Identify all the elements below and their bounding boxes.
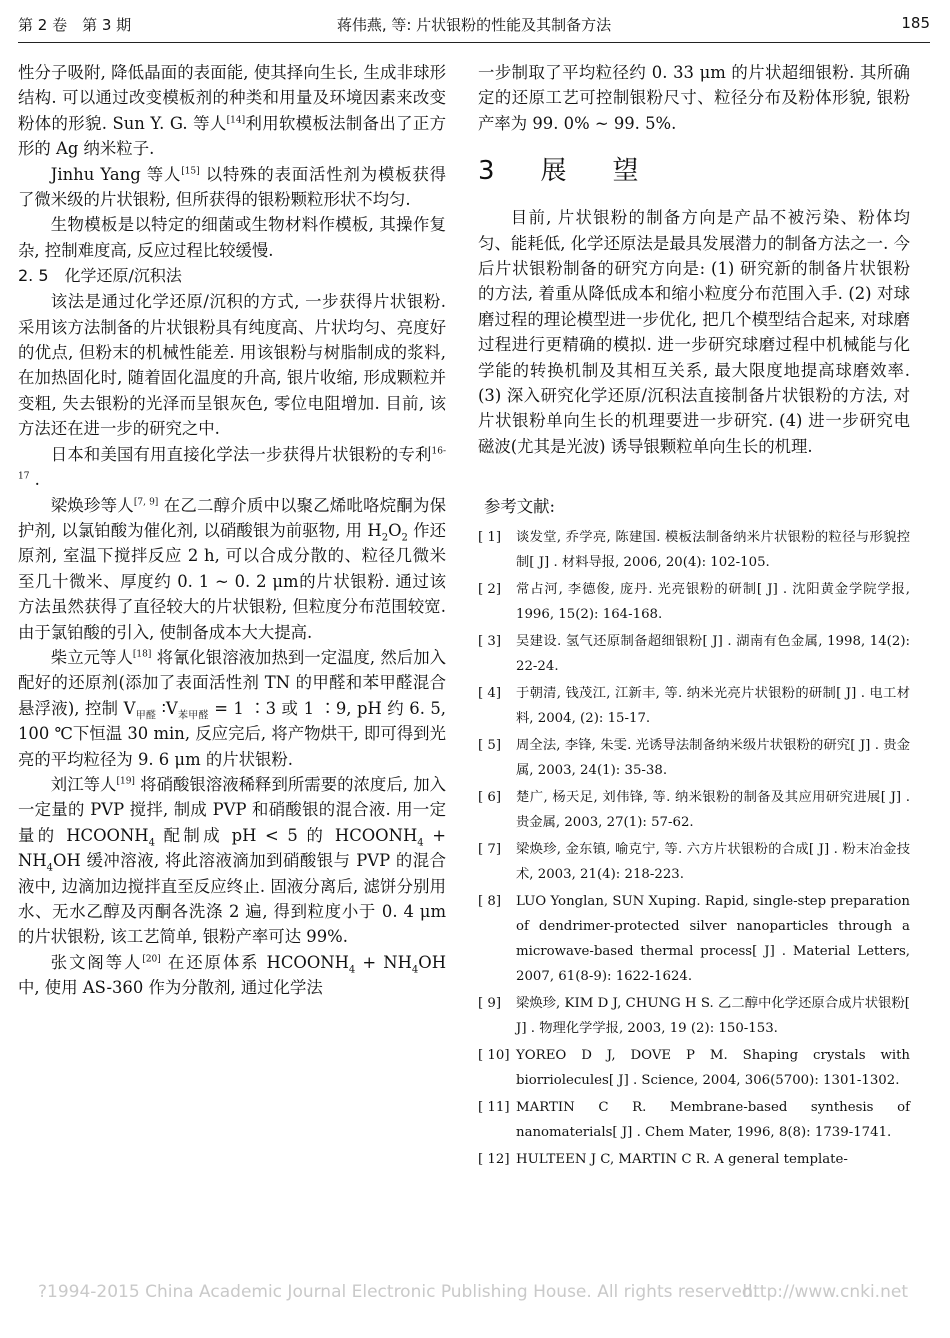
header-rule [18,42,930,43]
citation: [7, 9] [133,497,159,508]
copyright-text: ?1994-2015 China Academic Journal Electronic Publishing House. All rights reserved. [38,1282,758,1302]
reference-item [478,785,910,835]
citation: [20] [142,954,161,965]
reference-item [478,577,910,627]
citation: [14] [226,115,246,126]
reference-text: 于朝清, 钱茂江, 江新丰, 等. 纳米光亮片状银粉的研制[ J] . 电工材料, 2004, (2): 15-17. [516,686,910,727]
reference-text: YOREO D J, DOVE P M. Shaping crystals with biorriolecules[ J] . Science, 2004, 306(5700): 1301-1302. [516,1048,910,1089]
reference-number: [ 12] [478,1152,510,1168]
footer-url: http://www.cnki.net [742,1282,908,1302]
section-heading: 3 展 望 [478,156,649,187]
reference-text: MARTIN C R. Membrane-based synthesis of nanomaterials[ J] . Chem Mater, 1996, 8(8): 1739-1741. [516,1100,910,1141]
citation: [19] [116,776,135,787]
reference-text: 楚广, 杨天足, 刘伟锋, 等. 纳米银粉的制备及其应用研究进展[ J] . 贵金属, 2003, 27(1): 57-62. [516,790,910,831]
reference-number: [ 10] [478,1048,510,1064]
section-heading: 2. 5 化学还原/沉积法 [18,266,182,286]
reference-item [478,889,910,989]
issue-label: 第 2 卷 第 3 期 [18,16,132,34]
reference-text: 梁焕珍, KIM D J, CHUNG H S. 乙二醇中化学还原合成片状银粉[ J] . 物理化学学报, 2003, 19 (2): 150-153. [516,996,910,1037]
reference-number: [ 2] [478,582,502,598]
paragraph: 性分子吸附, 降低晶面的表面能, 使其择向生长, 生成非球形结构. 可以通过改变模板剂的种类和用量及环境因素来改变粉体的形貌. Sun Y. G. 等人[14]利用软模板法制备出了正方形的 Ag 纳米粒子. [18,63,447,159]
running-title: 蒋伟燕, 等: 片状银粉的性能及其制备方法 [336,16,612,34]
paragraph: 生物模板是以特定的细菌或生物材料作模板, 其操作复杂, 控制难度高, 反应过程比较缓慢. [18,215,446,260]
reference-number: [ 11] [478,1100,510,1116]
paragraph: 柴立元等人[18] 将氰化银溶液加热到一定温度, 然后加入配好的还原剂(添加了表面活性剂 TN 的甲醛和苯甲醛混合悬浮液), 控制 $V_{甲醛}$ $∶V_{苯甲醛} = 1$ ∶3 或 1 ∶9, pH 约 6. 5, 100 ℃下恒温 30 min, 反应完后, 将产物烘干, 即可得到光亮的平均粒径为 9. 6 μm 的片状银粉. [18,647,447,769]
reference-item [478,991,910,1041]
reference-number: [ 9] [478,996,502,1012]
citation: [18] [132,649,152,660]
reference-number: [ 7] [478,842,502,858]
reference-number: [ 8] [478,894,502,910]
reference-text: 梁焕珍, 金东镇, 喻克宁, 等. 六方片状银粉的合成[ J] . 粉末冶金技术, 2003, 21(4): 218-223. [516,842,910,883]
paragraph: 一步制取了平均粒径约 0. 33 μm 的片状超细银粉. 其所确定的还原工艺可控制银粉尺寸、粒径分布及粉体形貌, 银粉产率为 99. 0% ~ 99. 5%. [478,63,910,133]
reference-item [478,525,910,575]
reference-item [478,681,910,731]
reference-number: [ 3] [478,634,502,650]
reference-list [478,525,910,1172]
references-heading: 参考文献: [484,497,556,517]
running-header [18,8,930,38]
paragraph: 目前, 片状银粉的制备方向是产品不被污染、粉体均匀、能耗低, 化学还原法是最具发展潜力的制备方法之一. 今后片状银粉制备的研究方向是: (1) 研究新的制备片状银粉的方法, 着重从降低成本和缩小粒度分布范围入手. (2) 对球磨过程的理论模型进一步优化, 把几个模型结合起来, 对球磨过程进行更精确的模拟. 进一步研究球磨过程中机械能与化学能的转换机制及其相互关系, 最大限度地提高球磨效率. (3) 深入研究化学还原/沉积法直接制备片状银粉的方法, 对片状银粉单向生长的机理要进一步研究. (4) 进一步研究电磁波(尤其是光波) 诱导银颗粒单向生长的机理. [478,208,910,456]
reference-number: [ 4] [478,686,502,702]
reference-number: [ 6] [478,790,502,806]
reference-text: 谈发堂, 乔学亮, 陈建国. 模板法制备纳米片状银粉的粒径与形貌控制[ J] . 材料导报, 2006, 20(4): 102-105. [516,530,910,571]
citation: [15] [181,166,200,177]
reference-item [478,1043,910,1093]
reference-text: 周全法, 李锋, 朱雯. 光诱导法制备纳米级片状银粉的研究[ J] . 贵金属, 2003, 24(1): 35-38. [516,738,910,779]
paragraph: 日本和美国有用直接化学法一步获得片状银粉的专利$^{16-17}$ . [18,444,446,490]
paragraph: 该法是通过化学还原/沉积的方式, 一步获得片状银粉. 采用该方法制备的片状银粉具有纯度高、片状均匀、亮度好的优点, 但粉末的机械性能差. 用该银粉与树脂制成的浆料, 在加热固化时, 随着固化温度的升高, 银片收缩, 形成颗粒并变粗, 失去银粉的光泽而呈银灰色, 零位电阻增加. 目前, 该方法还在进一步的研究之中. [18,292,446,439]
reference-item [478,733,910,783]
paragraph: 刘江等人[19] 将硝酸银溶液稀释到所需要的浓度后, 加入一定量的 PVP 搅拌, 制成 PVP 和硝酸银的混合液. 用一定量的 $HCOONH_4$ 配制成 pH < 5 的 $HCOONH_4 + NH_4OH$ 缓冲溶液, 将此溶液滴加到硝酸银与 PVP 的混合液中, 边滴加边搅拌直至反应终止. 固液分离后, 滤饼分别用水、无水乙醇及丙酮各洗涤 2 遍, 得到粒度小于 0. 4 μm 的片状银粉, 该工艺简单, 银粉产率可达 99%. [18,774,446,947]
paragraph: Jinhu Yang 等人[15] 以特殊的表面活性剂为模板获得了微米级的片状银粉, 但所获得的银粉颗粒形状不均匀. [18,164,446,210]
reference-item [478,1095,910,1145]
reference-number: [ 1] [478,530,502,546]
reference-number: [ 5] [478,738,502,754]
citation: 16-17 [18,446,446,482]
reference-item [478,1147,910,1172]
reference-text: HULTEEN J C, MARTIN C R. A general template- [516,1152,848,1168]
reference-text: 吴建设. 氢气还原制备超细银粉[ J] . 湖南有色金属, 1998, 14(2): 22-24. [516,634,910,675]
reference-text: 常占河, 李德俊, 庞丹. 光亮银粉的研制[ J] . 沈阳黄金学院学报, 1996, 15(2): 164-168. [516,582,910,623]
page-number: 185 [901,14,930,32]
reference-item [478,837,910,887]
left-column [18,60,446,1001]
footer [38,1282,908,1302]
paragraph: 张文阁等人[20] 在还原体系 $HCOONH_4 + NH_4OH$ 中, 使用 AS-360 作为分散剂, 通过化学法 [18,952,447,998]
paragraph: 梁焕珍等人[7, 9] 在乙二醇介质中以聚乙烯吡咯烷酮为保护剂, 以氯铂酸为催化剂, 以硝酸银为前驱物, 用 $H_2O_2$ 作还原剂, 室温下搅拌反应 2 h, 可以合成分散的、粒径几微米至几十微米、厚度约 0. 1 ~ 0. 2 μm的片状银粉. 通过该方法虽然获得了直径较大的片状银粉, 但粒度分布范围较宽. 由于氯铂酸的引入, 使制备成本大大提高. [18,495,446,642]
right-column [478,60,910,1174]
reference-item [478,629,910,679]
reference-text: LUO Yonglan, SUN Xuping. Rapid, single-step preparation of dendrimer-protected silver nanoparticles through a microwave-based thermal process[ J] . Material Letters, 2007, 61(8-9): 1622-1624. [516,894,910,985]
